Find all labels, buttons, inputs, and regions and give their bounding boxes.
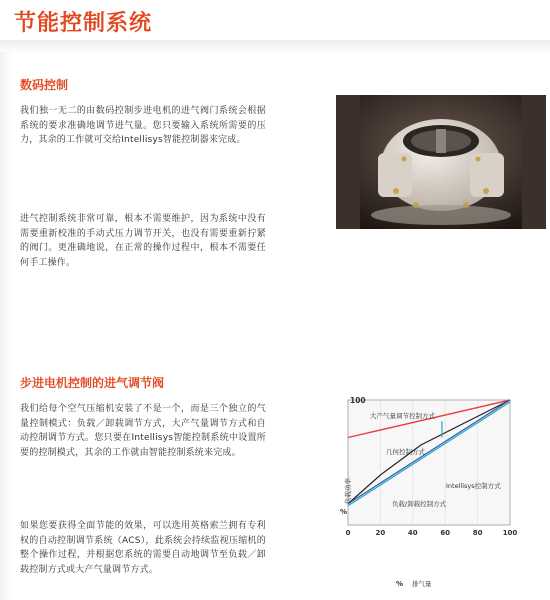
stepper-valve-paragraph-2: 如果您要获得全面节能的效果，可以选用英格索兰拥有专利权的自动控制调节系统（ACS），此系统会持续监视压缩机的整个操作过程，并根据您系统的需要自动地调节至负载／卸载控制方式或大产气量调节方式。 [20, 521, 266, 575]
y-unit-label: % [340, 508, 348, 516]
x-tick-label: 80 [472, 529, 483, 537]
x-tick-label: 100 [502, 529, 518, 537]
section-heading-stepper-valve: 步进电机控制的进气调节阀 [20, 376, 165, 390]
digital-control-paragraph-1: 我们独一无二的由数码控制步进电机的进气阀门系统会根据系统的要求准确地调节进气量。您只要输入系统所需要的压力，其余的工作就可交给Intellisys智能控制器来完成。 [20, 106, 266, 145]
intake-valve-photo [336, 95, 546, 229]
stepper-valve-paragraph-1: 我们给每个空气压缩机安装了不是一个，而是三个独立的气量控制模式：负载／卸载调节方式，大产气量调节方式和自动控制调节方式。您只要在Intellisys智能控制系统中设置所要的控制模式，其余的工作就由智能控制系统来完成。 [20, 404, 266, 458]
y-tick-label: 100 [350, 396, 366, 405]
x-tick-label: 20 [375, 529, 386, 537]
series-label-load-unload: 负载/卸载控制方式 [392, 500, 447, 508]
digital-control-paragraph-2: 进气控制系统非常可靠，根本不需要维护，因为系统中没有需要重新校准的手动式压力调节开关，也没有需要重新拧紧的阀门。更准确地说，在正常的操作过程中，根本不需要任何手工操作。 [20, 214, 266, 268]
x-unit-label: % [396, 580, 404, 588]
x-axis-label: 排气量 [412, 580, 432, 588]
x-tick-label: 40 [407, 529, 418, 537]
series-label-geometric: 几何控制方式 [386, 448, 425, 456]
page-title: 节能控制系统 [14, 11, 153, 36]
title-band [0, 40, 550, 54]
section-heading-digital-control: 数码控制 [20, 78, 69, 92]
series-label-high-output: 大产气量调节控制方式 [370, 412, 435, 420]
x-tick-label: 60 [440, 529, 451, 537]
control-modes-chart [328, 394, 544, 590]
series-label-intellisys: Intellisys控制方式 [446, 482, 501, 490]
y-axis-label: 负载功率 [344, 478, 352, 504]
side-band [0, 52, 14, 600]
x-tick-label: 0 [345, 529, 351, 537]
